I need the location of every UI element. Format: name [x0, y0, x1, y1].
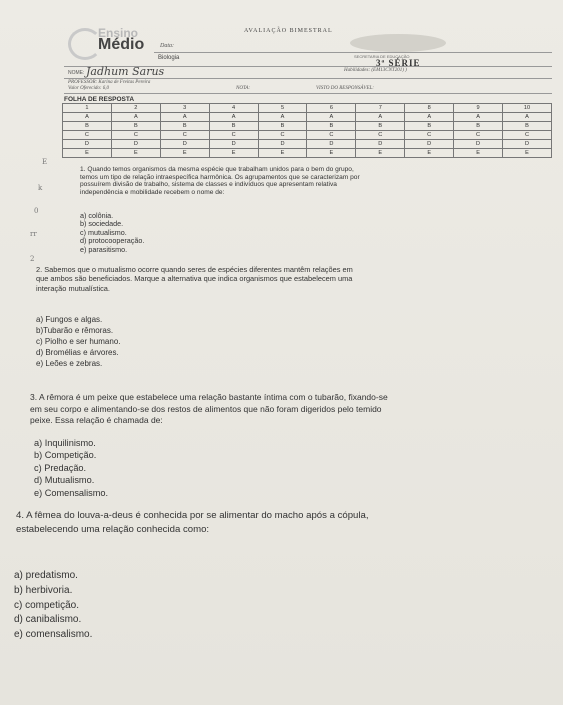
option-d: d) protocooperação.: [80, 236, 145, 246]
answer-bubble[interactable]: D: [503, 140, 552, 149]
answer-bubble[interactable]: E: [405, 149, 454, 158]
question-text-line: interação mutualística.: [36, 283, 110, 293]
header-divider: [64, 78, 552, 79]
question-3: [30, 392, 552, 427]
grade-field-label: NOTA:: [236, 86, 251, 91]
answer-bubble[interactable]: E: [209, 149, 258, 158]
question-text-line: em seu corpo e alimentando-se dos restos de alimentos que não foram digeridos pelo temido: [30, 403, 382, 414]
question-number-cell: 1: [63, 104, 112, 113]
margin-mark: rr: [30, 230, 37, 238]
answer-bubble[interactable]: A: [405, 113, 454, 122]
answer-sheet-header-row: [63, 104, 552, 113]
question-text-line: peixe. Essa relação é chamada de:: [30, 415, 163, 426]
subject-label: Biologia: [158, 55, 180, 61]
answer-bubble[interactable]: D: [111, 140, 160, 149]
answer-bubble[interactable]: E: [307, 149, 356, 158]
question-number-cell: 7: [356, 104, 405, 113]
answer-option-row: [63, 131, 552, 140]
answer-bubble[interactable]: B: [454, 122, 503, 131]
answer-bubble[interactable]: E: [63, 149, 112, 158]
answer-bubble[interactable]: B: [209, 122, 258, 131]
answer-bubble[interactable]: B: [258, 122, 307, 131]
margin-mark: 2: [30, 255, 35, 263]
answer-bubble[interactable]: A: [258, 113, 307, 122]
margin-mark: 0: [34, 207, 39, 215]
score-value: Valor Oferecido: 6,0: [68, 86, 110, 91]
answer-sheet-table: [62, 103, 552, 158]
answer-bubble[interactable]: C: [356, 131, 405, 140]
header-divider: [154, 52, 552, 53]
option-c: c) Piolho e ser humano.: [36, 337, 121, 346]
logo-top-text: Ensino: [98, 26, 139, 40]
answer-bubble[interactable]: C: [209, 131, 258, 140]
answer-bubble[interactable]: B: [405, 122, 454, 131]
answer-bubble[interactable]: A: [209, 113, 258, 122]
question-number-cell: 10: [503, 104, 552, 113]
answer-bubble[interactable]: C: [160, 131, 209, 140]
option-d: d) Bromélias e árvores.: [36, 348, 119, 357]
teacher-name: PROFESSOR: Karina de Freitas Pereira: [68, 80, 151, 85]
option-e: e) comensalismo.: [14, 629, 93, 641]
answer-bubble[interactable]: A: [111, 113, 160, 122]
option-b: b)Tubarão e rêmoras.: [36, 326, 114, 335]
question-1: [80, 166, 552, 196]
answer-bubble[interactable]: A: [307, 113, 356, 122]
question-3-options: [34, 437, 108, 499]
school-seal-icon: [350, 34, 446, 52]
question-number-cell: 8: [405, 104, 454, 113]
answer-bubble[interactable]: D: [160, 140, 209, 149]
answer-bubble[interactable]: A: [160, 113, 209, 122]
logo-swoosh-icon: [68, 28, 102, 60]
answer-bubble[interactable]: E: [356, 149, 405, 158]
answer-bubble[interactable]: E: [258, 149, 307, 158]
answer-sheet-title: FOLHA DE RESPOSTA: [64, 96, 135, 103]
answer-option-row: [63, 140, 552, 149]
answer-bubble[interactable]: B: [111, 122, 160, 131]
question-text-line: 4. A fêmea do louva-a-deus é conhecida por se alimentar do macho após a cópula,: [16, 510, 369, 521]
option-b: b) Competição.: [34, 450, 97, 461]
question-number-cell: 5: [258, 104, 307, 113]
name-label: NOME:: [68, 70, 85, 76]
option-e: e) Leões e zebras.: [36, 359, 103, 368]
evaluation-title: AVALIAÇÃO BIMESTRAL: [244, 28, 333, 34]
answer-bubble[interactable]: D: [258, 140, 307, 149]
question-1-options: [80, 212, 144, 254]
option-c: c) mutualismo.: [80, 227, 127, 237]
question-text-line: possuírem divisão de trabalho, sistema de classes e indivíduos que apresentam relativa: [80, 181, 337, 189]
option-a: a) predatismo.: [14, 570, 78, 581]
option-e: e) Comensalismo.: [34, 487, 109, 498]
answer-bubble[interactable]: D: [454, 140, 503, 149]
margin-mark: E: [42, 158, 48, 166]
answer-bubble[interactable]: B: [160, 122, 209, 131]
option-a: a) Inquilinismo.: [34, 438, 96, 448]
answer-bubble[interactable]: C: [454, 131, 503, 140]
question-number-cell: 4: [209, 104, 258, 113]
question-number-cell: 9: [454, 104, 503, 113]
answer-bubble[interactable]: A: [63, 113, 112, 122]
option-c: c) Predação.: [34, 462, 87, 473]
option-c: c) competição.: [14, 599, 80, 611]
question-2-options: [36, 314, 121, 369]
answer-bubble[interactable]: E: [454, 149, 503, 158]
option-a: a) colônia.: [80, 211, 114, 220]
answer-bubble[interactable]: D: [307, 140, 356, 149]
answer-bubble[interactable]: B: [63, 122, 112, 131]
option-d: d) Mutualismo.: [34, 475, 95, 486]
question-2: [36, 265, 548, 293]
date-label: Data:: [160, 43, 174, 49]
guardian-signature-label: VISTO DO RESPONSÁVEL:: [316, 86, 374, 91]
question-text-line: independência e mobilidade recebem o nome de:: [80, 188, 225, 196]
option-b: b) herbivoria.: [14, 584, 73, 596]
answer-bubble[interactable]: D: [405, 140, 454, 149]
answer-bubble[interactable]: E: [111, 149, 160, 158]
option-a: a) Fungos e algas.: [36, 315, 103, 324]
question-number-cell: 6: [307, 104, 356, 113]
margin-mark: k: [38, 184, 43, 192]
student-name-handwritten: Jadhum Sarus: [86, 65, 165, 78]
answer-bubble[interactable]: E: [160, 149, 209, 158]
question-text-line: 2. Sabemos que o mutualismo ocorre quando seres de espécies diferentes mantêm relações em: [36, 265, 353, 274]
answer-bubble[interactable]: B: [356, 122, 405, 131]
option-b: b) sociedade.: [80, 219, 124, 229]
logo-main-text: Médio: [98, 36, 145, 53]
option-d: d) canibalismo.: [14, 614, 82, 626]
answer-bubble[interactable]: D: [63, 140, 112, 149]
question-text-line: 1. Quando temos organismos da mesma espécie que trabalham unidos para o bem do grupo,: [80, 166, 354, 173]
question-text-line: 3. A rêmora é um peixe que estabelece uma relação bastante íntima com o tubarão, fixando-se: [30, 392, 388, 402]
option-e: e) parasitismo.: [80, 244, 128, 254]
answer-option-row: [63, 113, 552, 122]
answer-bubble[interactable]: C: [258, 131, 307, 140]
question-4: [16, 509, 554, 537]
answer-bubble[interactable]: D: [209, 140, 258, 149]
exam-header: [54, 22, 552, 100]
answer-bubble[interactable]: C: [63, 131, 112, 140]
question-number-cell: 2: [111, 104, 160, 113]
answer-bubble[interactable]: A: [503, 113, 552, 122]
answer-bubble[interactable]: B: [503, 122, 552, 131]
seal-text: SECRETARIA DE EDUCAÇÃO: [354, 54, 410, 59]
answer-bubble[interactable]: A: [356, 113, 405, 122]
header-divider: [64, 93, 552, 94]
answer-bubble[interactable]: A: [454, 113, 503, 122]
answer-bubble[interactable]: E: [503, 149, 552, 158]
question-text-line: estabelecendo uma relação conhecida como:: [16, 524, 210, 536]
question-4-options: [14, 569, 92, 643]
skills-code: Habilidades: (EM13CNT201) ): [344, 68, 407, 73]
question-number-cell: 3: [160, 104, 209, 113]
answer-bubble[interactable]: D: [356, 140, 405, 149]
answer-bubble[interactable]: C: [307, 131, 356, 140]
question-text-line: que ambos são beneficiados. Marque a alternativa que indica organismos que estabelecem uma: [36, 274, 353, 284]
answer-option-row: [63, 122, 552, 131]
answer-bubble[interactable]: C: [405, 131, 454, 140]
answer-bubble[interactable]: C: [503, 131, 552, 140]
answer-bubble[interactable]: C: [111, 131, 160, 140]
answer-option-row: [63, 149, 552, 158]
question-text-line: temos um tipo de relação intraespecífica harmônica. Os agrupamentos que se caracterizam por: [80, 173, 360, 181]
answer-bubble[interactable]: B: [307, 122, 356, 131]
grade-label: 3ª SÉRIE: [376, 58, 421, 68]
